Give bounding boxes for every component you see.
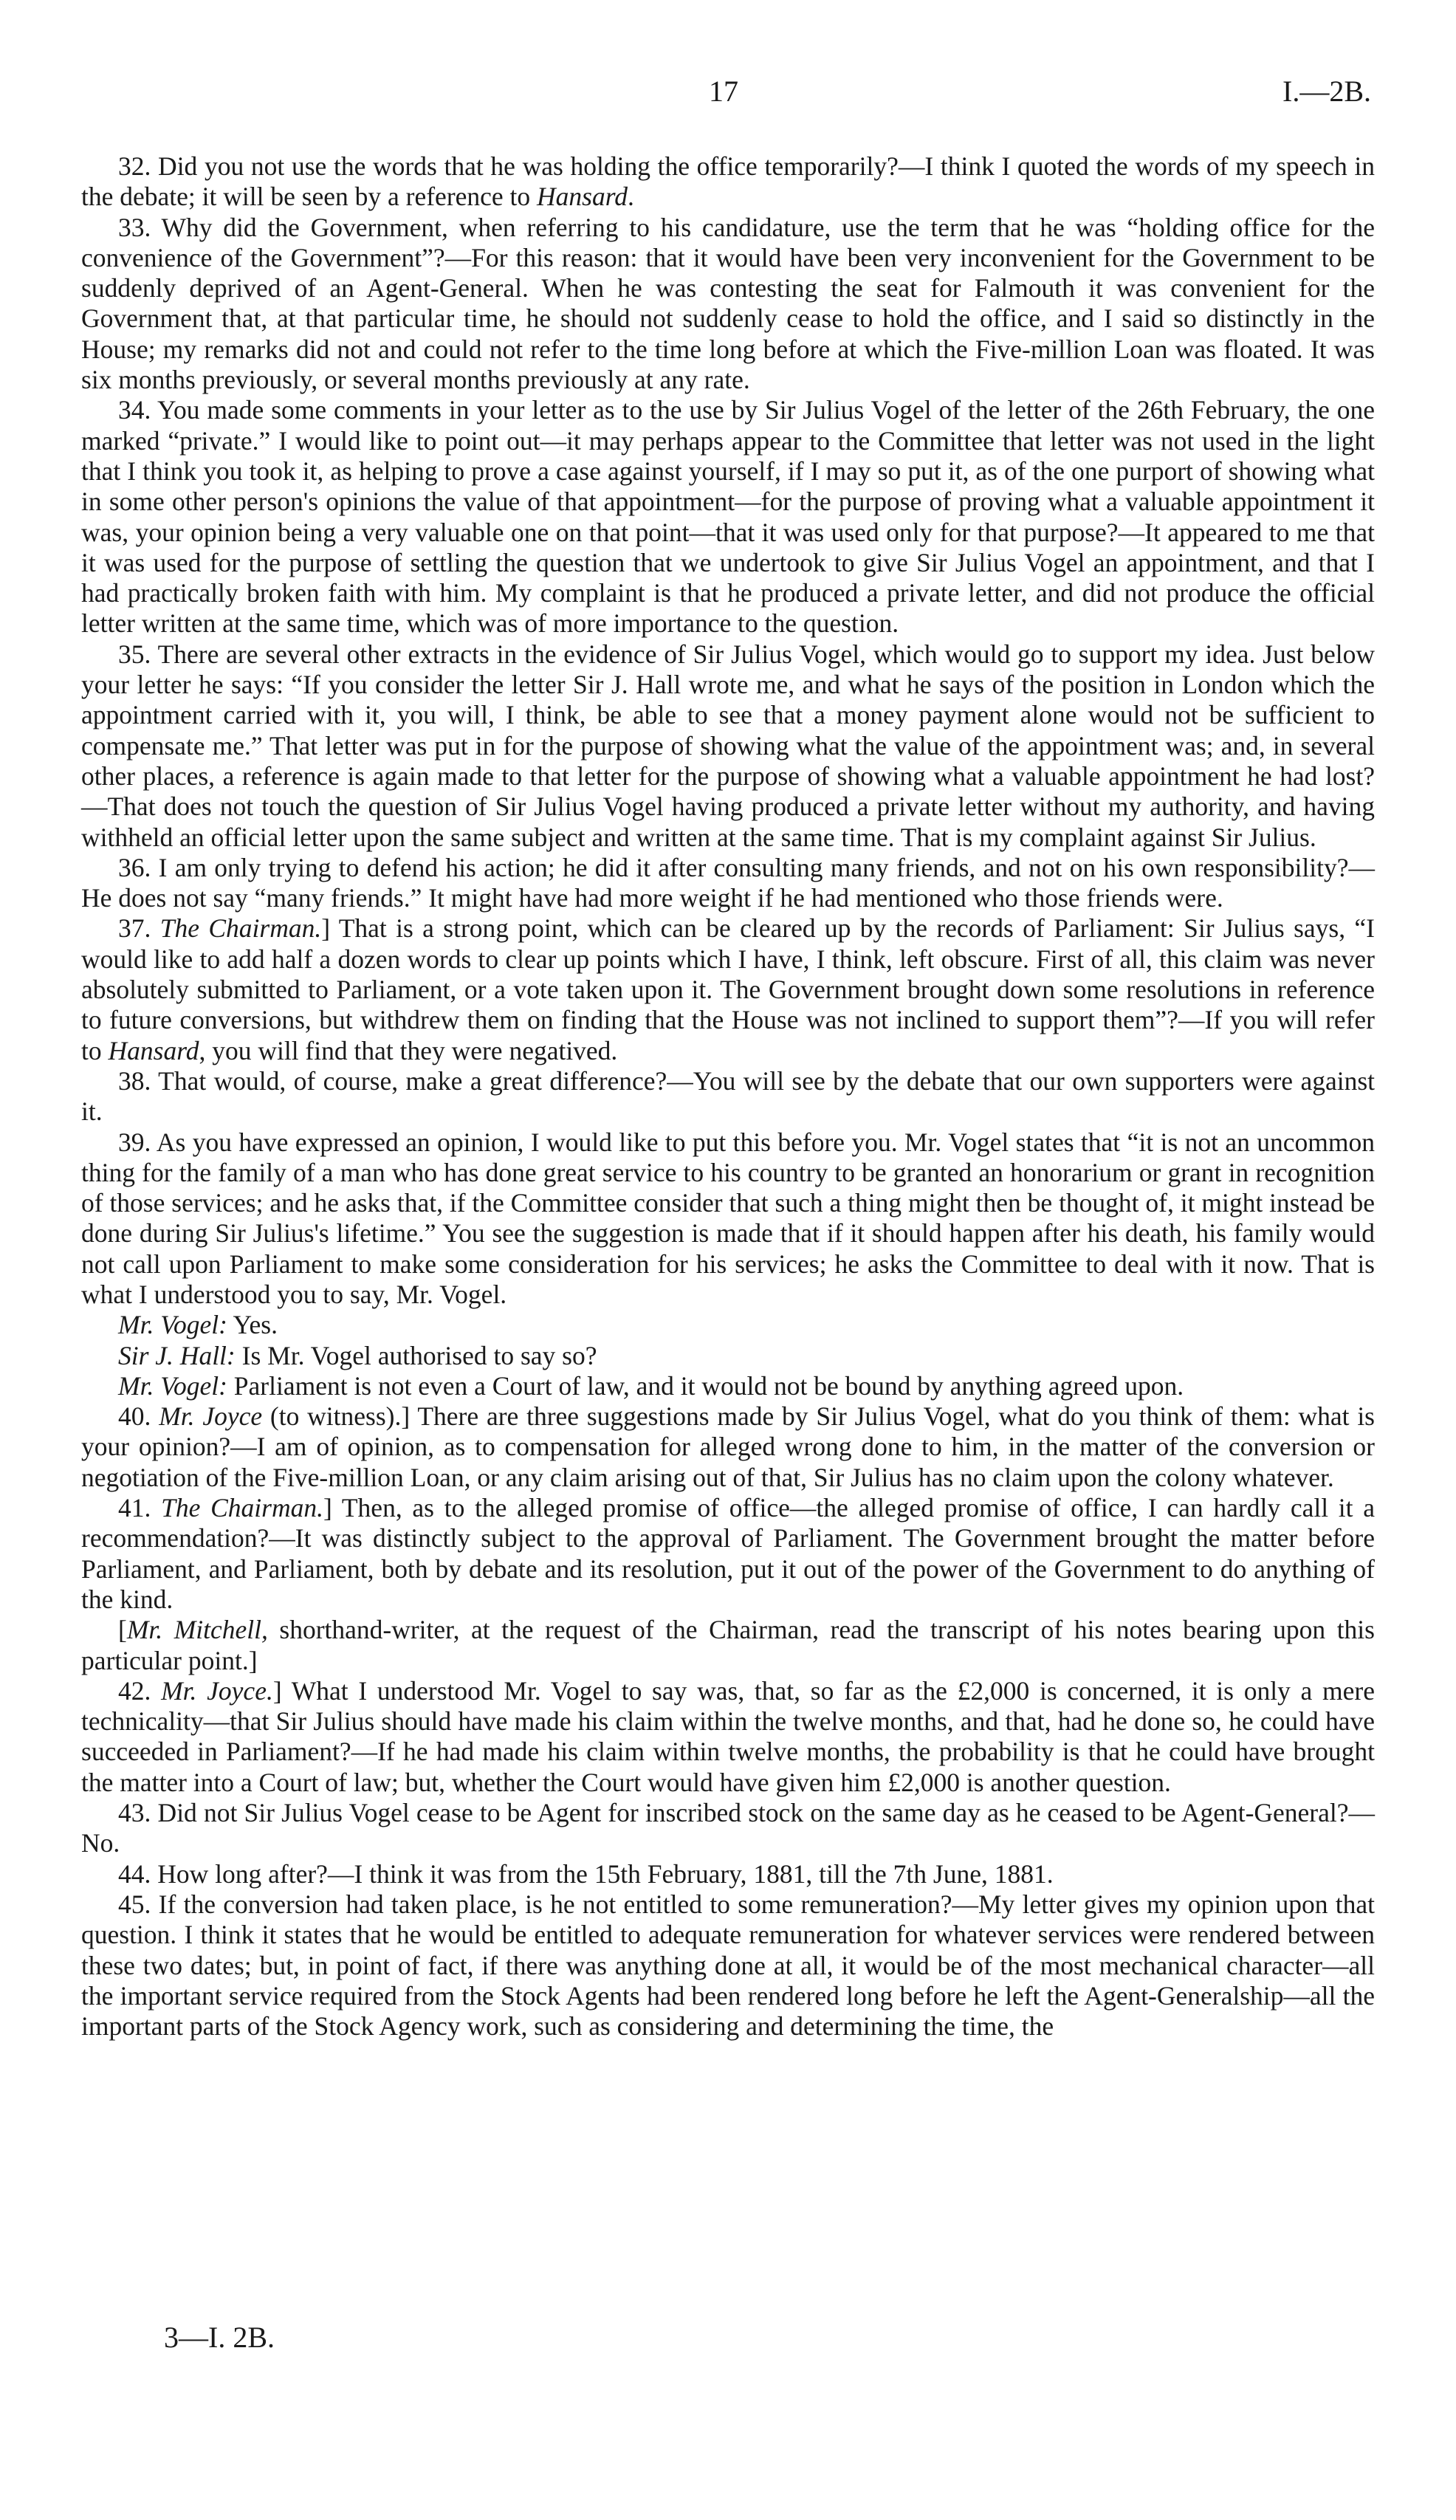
signature-mark: 3—I. 2B. xyxy=(164,2321,275,2354)
page-header xyxy=(0,74,1456,118)
paragraph-33: 33. Why did the Government, when referring to his candidature, use the term that he was “holding office for the convenience of the Government”?—For this reason: that it would have been very inconvenient for the Government to be suddenly deprived of an Agent-General. When he was contesting the seat for Falmouth it was convenient for the Government that, at that particular time, he should not suddenly cease to hold the office, and I said so distinctly in the House; my remarks did not and could not refer to the time long before at which the Five-million Loan was floated. It was six months previously, or several months previously at any rate. xyxy=(81,212,1375,395)
paragraph-32: 32. Did you not use the words that he was holding the office temporarily?—I think I quoted the words of my speech in the debate; it will be seen by a reference to Hansard. xyxy=(81,151,1375,212)
paragraph-44: 44. How long after?—I think it was from the 15th February, 1881, till the 7th June, 1881. xyxy=(118,1858,1054,1889)
shorthand-note: [Mr. Mitchell, shorthand-writer, at the request of the Chairman, read the transcript of his notes bearing upon this particular point.] xyxy=(81,1615,1375,1675)
paragraph-37: 37. The Chairman.] That is a strong point, which can be cleared up by the records of Parliament: Sir Julius says, “I would like to add half a dozen words to clear up points which I have, I think, left obscure. First of all, this claim was never absolutely submitted to Parliament, or a vote taken upon it. The Government brought down some resolutions in reference to future conversions, but withdrew them on finding that the House was not inclined to support them”?—If you will refer to Hansard, you will find that they were negatived. xyxy=(81,913,1376,1065)
interjection-hall: Sir J. Hall: Is Mr. Vogel authorised to say so? xyxy=(118,1340,597,1370)
paper-reference: I.—2B. xyxy=(1282,75,1371,108)
paragraph-41: 41. The Chairman.] Then, as to the alleged promise of office—the alleged promise of office, I can hardly call it a recommendation?—It was distinctly subject to the approval of Parliament. The Government brought the matter before Parliament, and Parliament, both by debate and its resolution, put it out of the power of the Government to do anything of the kind. xyxy=(81,1493,1376,1614)
interjection-vogel-1: Mr. Vogel: Yes. xyxy=(118,1310,278,1340)
paragraph-38: 38. That would, of course, make a great difference?—You will see by the debate that our own supporters were against it. xyxy=(81,1065,1375,1127)
paragraph-42: 42. Mr. Joyce.] What I understood Mr. Vogel to say was, that, so far as the £2,000 is concerned, it is only a mere technicality—that Sir Julius should have made his claim within the twelve months, and that, had he done so, he could have succeeded in Parliament?—If he had made his claim within twelve months, the probability is that he could have brought the matter into a Court of law; but, whether the Court would have given him £2,000 is another question. xyxy=(81,1675,1375,1797)
page-number: 17 xyxy=(709,75,738,108)
interjection-vogel-2: Mr. Vogel: Parliament is not even a Court of law, and it would not be bound by anything agreed upon. xyxy=(118,1370,1184,1401)
paragraph-43: 43. Did not Sir Julius Vogel cease to be Agent for inscribed stock on the same day as he ceased to be Agent-General?—No. xyxy=(81,1798,1375,1858)
paragraph-39: 39. As you have expressed an opinion, I would like to put this before you. Mr. Vogel states that “it is not an uncommon thing for the family of a man who has done great service to his country to be granted an honorarium or grant in recognition of those services; and he asks that, if the Committee consider that such a thing might then be thought of, it might instead be done during Sir Julius's lifetime.” You see the suggestion is made that if it should happen after his death, his family would not call upon Parliament to make some consideration for his services; he asks the Committee to deal with it now. That is what I understood you to say, Mr. Vogel. xyxy=(81,1127,1375,1309)
paragraph-40: 40. Mr. Joyce (to witness).] There are three suggestions made by Sir Julius Vogel, what do you think of them: what is your opinion?—I am of opinion, as to compensation for alleged wrong done to him, in the matter of the conversion or negotiation of the Five-million Loan, or any claim arising out of that, Sir Julius has no claim upon the colony whatever. xyxy=(81,1401,1375,1492)
body-text xyxy=(81,151,1375,2042)
paragraph-35: 35. There are several other extracts in the evidence of Sir Julius Vogel, which would go to support my idea. Just below your letter he says: “If you consider the letter Sir J. Hall wrote me, and what he says of the position in London which the appointment carried with it, you will, I think, be able to see that a money payment alone would not be sufficient to compensate me.” That letter was put in for the purpose of showing what the value of the appointment was; and, in several other places, a reference is again made to that letter for the purpose of showing what a valuable appointment he had lost?—That does not touch the question of Sir Julius Vogel having produced a private letter without my authority, and having withheld an official letter upon the same subject and written at the same time. That is my complaint against Sir Julius. xyxy=(81,639,1375,852)
paragraph-45: 45. If the conversion had taken place, is he not entitled to some remuneration?—My letter gives my opinion upon that question. I think it states that he would be entitled to adequate remuneration for whatever services were rendered between these two dates; but, in point of fact, if there was anything done at all, it would be of the most mechanical character—all the important service required from the Stock Agents had been rendered long before he left the Agent-Generalship—all the important parts of the Stock Agency work, such as considering and determining the time, the xyxy=(81,1889,1375,2042)
paragraph-36: 36. I am only trying to defend his action; he did it after consulting many friends, and not on his own responsibility?—He does not say “many friends.” It might have had more weight if he had mentioned who those friends were. xyxy=(81,852,1375,913)
paragraph-34: 34. You made some comments in your letter as to the use by Sir Julius Vogel of the letter of the 26th February, the one marked “private.” I would like to point out—it may perhaps appear to the Committee that letter was not used in the light that I think you took it, as helping to prove a case against yourself, if I may so put it, as of the one purport of showing what in some other person's opinions the value of that appointment—for the purpose of proving what a valuable appointment it was, your opinion being a very valuable one on that point—that it was used only for that purpose?—It appeared to me that it was used for the purpose of settling the question that we undertook to give Sir Julius Vogel an appointment, and that I had practically broken faith with him. My complaint is that he produced a private letter, and did not produce the official letter written at the same time, which was of more importance to the question. xyxy=(81,395,1375,639)
